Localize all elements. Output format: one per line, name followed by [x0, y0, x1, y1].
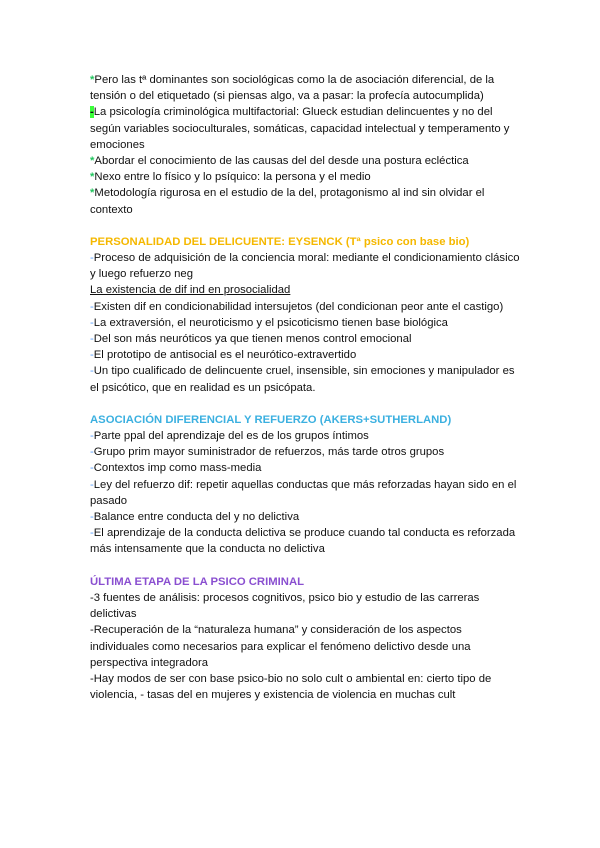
list-item-text: La existencia de dif ind en prosocialidad	[90, 284, 291, 297]
bullet-marker: *	[90, 171, 95, 184]
bullet-marker: *	[90, 155, 95, 168]
list-item-text: Un tipo cualificado de delincuente cruel, insensible, sin emociones y manipulador es el psicótico, que en realidad es un psicópata.	[90, 365, 515, 394]
dash-marker: -	[90, 462, 94, 475]
list-item	[90, 460, 522, 476]
list-item	[90, 331, 522, 347]
dash-marker: -	[90, 316, 94, 329]
list-item-text: Grupo prim mayor suministrador de refuerzos, más tarde otros grupos	[93, 446, 445, 459]
dash-marker: -	[90, 333, 94, 346]
document-page	[90, 72, 522, 703]
list-item	[90, 347, 522, 363]
intro-line	[90, 104, 522, 153]
list-item	[90, 477, 522, 509]
section-heading-eysenck: PERSONALIDAD DEL DELICUENTE: EYSENCK (Tª psico con base bio)	[90, 235, 470, 248]
list-item-text: Hay modos de ser con base psico-bio no solo cult o ambiental en: cierto tipo de violencia, - tasas del en mujeres y existencia de violencia en muchas cult	[90, 672, 492, 702]
dash-marker: -	[90, 511, 94, 524]
list-item	[90, 509, 522, 525]
list-item-text: El prototipo de antisocial es el neurótico-extravertido	[93, 349, 357, 362]
list-item-text: Ley del refuerzo dif: repetir aquellas conductas que más reforzadas hayan sido en el pasado	[90, 478, 517, 507]
dash-marker: -	[90, 672, 94, 685]
list-item-text: El aprendizaje de la conducta delictiva se produce cuando tal conducta es reforzada más intensamente que la conducta no delictiva	[90, 527, 516, 556]
list-item-text: Del son más neuróticos ya que tienen menos control emocional	[93, 333, 412, 346]
dash-marker: -	[90, 300, 94, 313]
list-item-text: Parte ppal del aprendizaje del es de los grupos íntimos	[93, 430, 369, 443]
dash-marker: -	[90, 591, 94, 604]
underlined-subheading	[90, 282, 522, 298]
intro-text: Abordar el conocimiento de las causas del del desde una postura ecléctica	[94, 155, 469, 168]
intro-line	[90, 153, 522, 169]
list-item	[90, 299, 522, 315]
list-item	[90, 590, 522, 622]
list-item-text: Balance entre conducta del y no delictiva	[93, 511, 300, 524]
list-item	[90, 363, 522, 395]
dash-marker: -	[90, 252, 94, 265]
list-item	[90, 250, 522, 282]
dash-marker: -	[90, 478, 94, 491]
list-item	[90, 315, 522, 331]
bullet-marker: *	[90, 187, 95, 200]
dash-marker: -	[90, 365, 94, 378]
section-heading-asociacion: ASOCIACIÓN DIFERENCIAL Y REFUERZO (AKERS+SUTHERLAND)	[90, 413, 452, 426]
list-item	[90, 525, 522, 557]
list-item	[90, 428, 522, 444]
dash-marker: -	[90, 527, 94, 540]
dash-marker: -	[90, 446, 94, 459]
dash-marker: -	[90, 349, 94, 362]
intro-text: La psicología criminológica multifactorial: Glueck estudian delincuentes y no del según variables socioculturales, somáticas, capacidad intelectual y temperamento y emociones	[90, 106, 510, 151]
list-item-text: Existen dif en condicionabilidad intersujetos (del condicionan peor ante el castigo)	[93, 300, 504, 313]
intro-text: Nexo entre lo físico y lo psíquico: la persona y el medio	[94, 171, 371, 184]
intro-line	[90, 72, 522, 104]
list-item-text: Recuperación de la “naturaleza humana” y consideración de los aspectos individuales como necesarios para explicar el fenómeno delictivo desde una perspectiva integradora	[90, 624, 471, 669]
dash-marker: -	[90, 624, 94, 637]
intro-line	[90, 185, 522, 217]
intro-line	[90, 169, 522, 185]
list-item-text: Contextos imp como mass-media	[93, 462, 262, 475]
bullet-marker: *	[90, 74, 95, 86]
list-item	[90, 671, 522, 703]
intro-text: Metodología rigurosa en el estudio de la del, protagonismo al ind sin olvidar el contexto	[90, 187, 485, 216]
intro-text: Pero las tª dominantes son sociológicas como la de asociación diferencial, de la tensión o del etiquetado (si piensas algo, va a pasar: la profecía autocumplida)	[90, 74, 495, 103]
list-item-text: Proceso de adquisición de la conciencia moral: mediante el condicionamiento clásico y luego refuerzo neg	[90, 252, 520, 281]
list-item-text: La extraversión, el neuroticismo y el psicoticismo tienen base biológica	[93, 316, 448, 329]
dash-marker: -	[90, 430, 94, 443]
section-heading-ultima-etapa: ÚLTIMA ETAPA DE LA PSICO CRIMINAL	[90, 575, 304, 588]
list-item	[90, 622, 522, 671]
list-item-text: 3 fuentes de análisis: procesos cognitivos, psico bio y estudio de las carreras delictivas	[90, 591, 480, 621]
list-item	[90, 444, 522, 460]
highlighted-bullet-marker: -	[90, 106, 94, 119]
